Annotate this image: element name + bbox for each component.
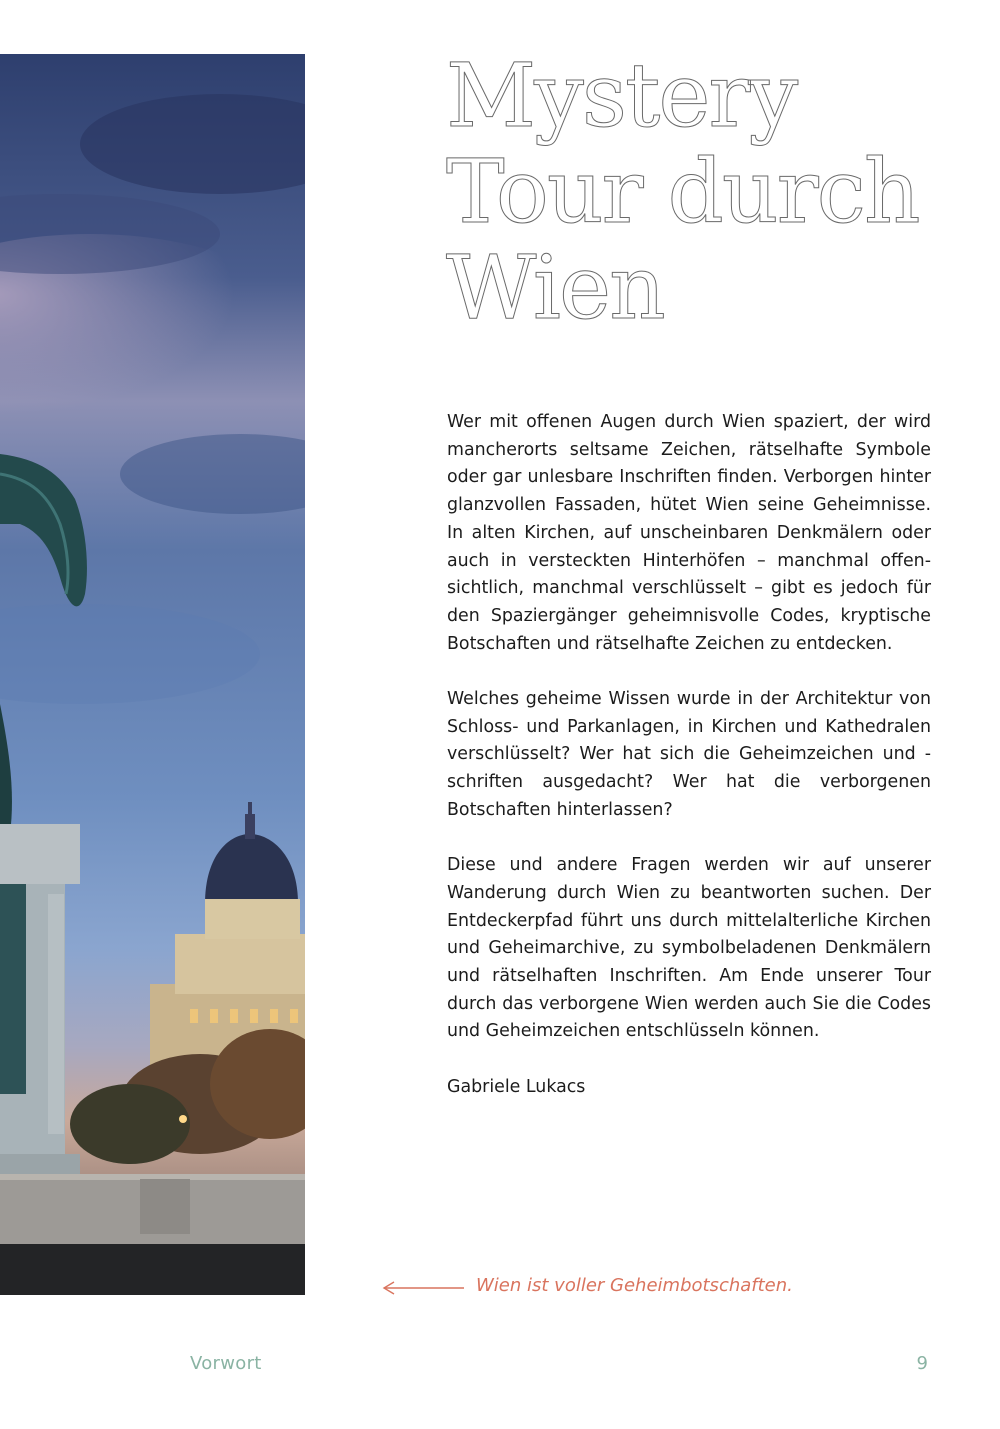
body-text [447, 409, 931, 1129]
image-caption: Wien ist voller Geheimbotschaften. [476, 1275, 793, 1296]
body-paragraph: Diese und andere Fragen werden wir auf unserer Wanderung durch Wien zu beantworten suchen. Der Entdeckerpfad führt uns durch mittelalterliche Kirchen und Geheimarchive, zu symbolbeladenen Denkmälern und rätselhaften Inschriften. Am Ende unserer Tour durch das verborgene Wien werden auch Sie die Codes und Geheimzeichen entschlüsseln können. [447, 855, 931, 1042]
author-name: Gabriele Lukacs [447, 1076, 586, 1097]
title-line: Wien [446, 236, 664, 339]
body-paragraph: Wer mit offenen Augen durch Wien spaziert, der wird mancherorts seltsame Zeichen, rätselhafte Symbole oder gar unlesbare Inschriften finden. Verborgen hinter glanzvollen Fassaden, hütet Wien seine Geheimnisse. In alten Kirchen, auf unscheinbaren Denkmälern oder auch in versteckten Hinterhöfen – manchmal offensichtlich, manchmal verschlüsselt – gibt es jedoch für den Spaziergänger geheimnisvolle Codes, kryptische Botschaften und rätselhafte Zeichen zu entdecken. [447, 412, 931, 654]
arrow-left-icon [380, 1279, 466, 1297]
footer-section-label: Vorwort [190, 1353, 262, 1374]
title-line: Tour durch [446, 140, 919, 243]
page-number: 9 [916, 1353, 928, 1374]
body-paragraph: Welches geheime Wissen wurde in der Architektur von Schloss- und Parkanlagen, in Kirchen und Kathedralen verschlüsselt? Wer hat sich die Geheimzeichen und -schriften ausgedacht? Wer hat die verborgenen Botschaften hinterlassen? [447, 689, 931, 820]
page-title [446, 44, 976, 339]
cover-photo-vienna-statue [0, 54, 305, 1295]
title-line: Mystery [446, 44, 797, 147]
